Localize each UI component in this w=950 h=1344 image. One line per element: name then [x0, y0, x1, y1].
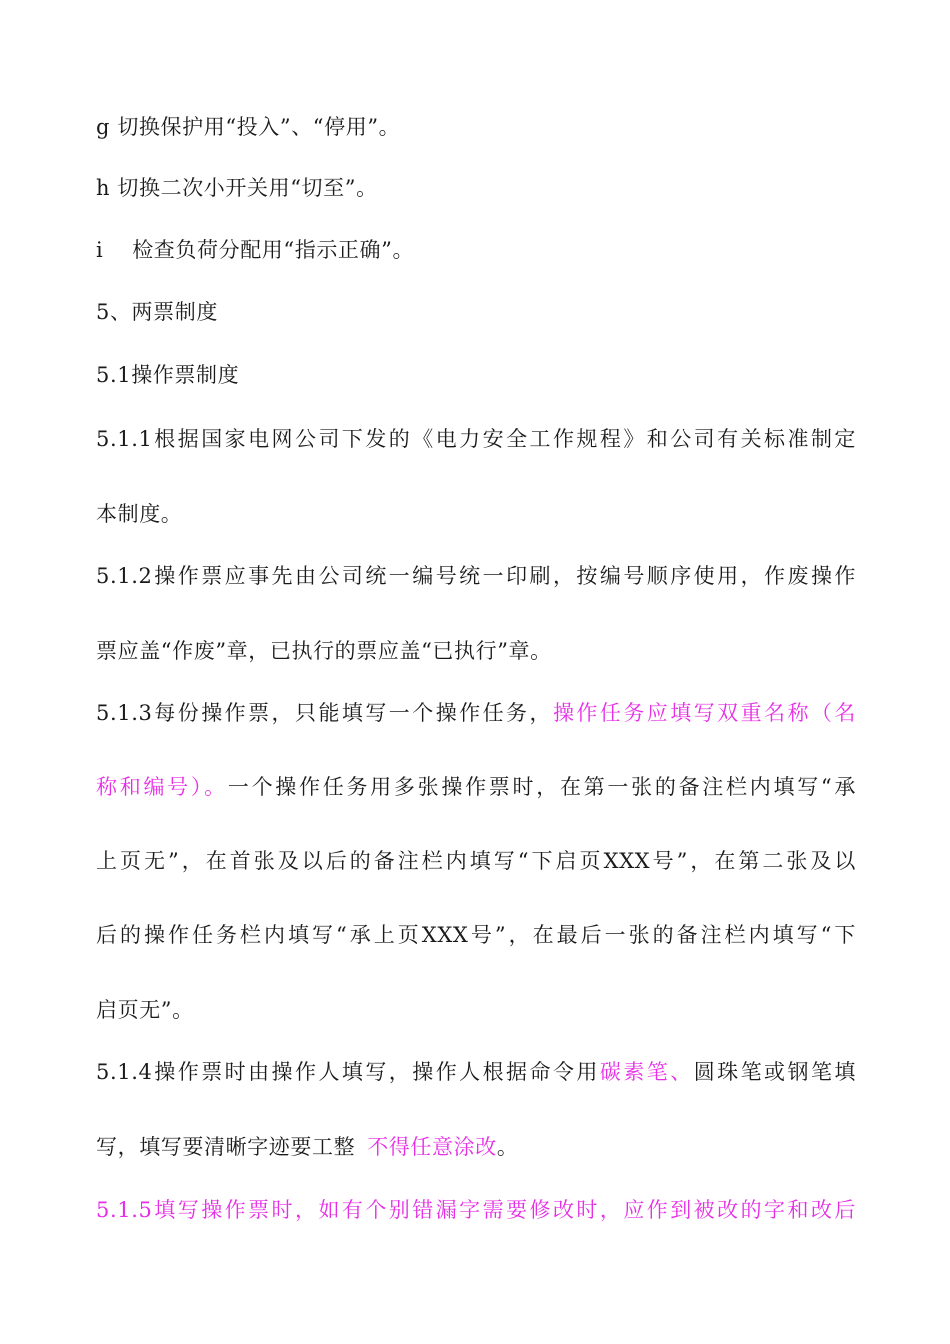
- item-h: h 切换二次小开关用“切至”。: [96, 176, 378, 200]
- paragraph-text: 5.1.4操作票时由操作人填写，操作人根据命令用: [96, 1060, 600, 1084]
- item-g: g 切换保护用“投入”、“停用”。: [96, 115, 401, 139]
- paragraph-5-1-4-line-2: [96, 1132, 856, 1162]
- paragraph-text: 圆珠笔或钢笔填: [693, 1060, 856, 1084]
- paragraph-text: 写，填写要清晰字迹要工整: [96, 1135, 356, 1159]
- item-i: i 检查负荷分配用“指示正确”。: [96, 238, 415, 262]
- paragraph-5-1-2-line-1: 5.1.2操作票应事先由公司统一编号统一印刷，按编号顺序使用，作废操作: [96, 564, 856, 588]
- paragraph-5-1-2-line-2: 票应盖“作废”章，已执行的票应盖“已执行”章。: [96, 639, 552, 663]
- paragraph-5-1-3-line-1: [96, 698, 856, 728]
- paragraph-5-1-3-line-3: 上页无”，在首张及以后的备注栏内填写“下启页XXX号”，在第二张及以: [96, 849, 856, 873]
- section-heading-5: 5、两票制度: [96, 300, 218, 324]
- paragraph-text: 。: [496, 1135, 519, 1159]
- highlighted-text: 碳素笔、: [599, 1060, 694, 1084]
- highlighted-text: 不得任意涂改: [367, 1135, 497, 1159]
- paragraph-5-1-3-line-5: 启页无”。: [96, 998, 194, 1022]
- highlighted-text: 操作任务应填写双重名称（名: [552, 701, 856, 725]
- paragraph-5-1-3-line-4: 后的操作任务栏内填写“承上页XXX号”，在最后一张的备注栏内填写“下: [96, 923, 856, 947]
- paragraph-5-1-4-line-1: [96, 1057, 856, 1087]
- paragraph-text: 5.1.3每份操作票，只能填写一个操作任务，: [96, 701, 553, 725]
- paragraph-text: 一个操作任务用多张操作票时，在第一张的备注栏内填写“承: [227, 775, 856, 799]
- paragraph-5-1-5-line-1: 5.1.5填写操作票时，如有个别错漏字需要修改时，应作到被改的字和改后: [96, 1198, 856, 1222]
- paragraph-5-1-1-line-1: 5.1.1根据国家电网公司下发的《电力安全工作规程》和公司有关标准制定: [96, 427, 856, 451]
- paragraph-5-1-1-line-2: 本制度。: [96, 502, 183, 526]
- paragraph-5-1-3-line-2: [96, 772, 856, 802]
- highlighted-text: 称和编号）。: [96, 775, 228, 799]
- section-heading-5-1: 5.1操作票制度: [96, 363, 240, 387]
